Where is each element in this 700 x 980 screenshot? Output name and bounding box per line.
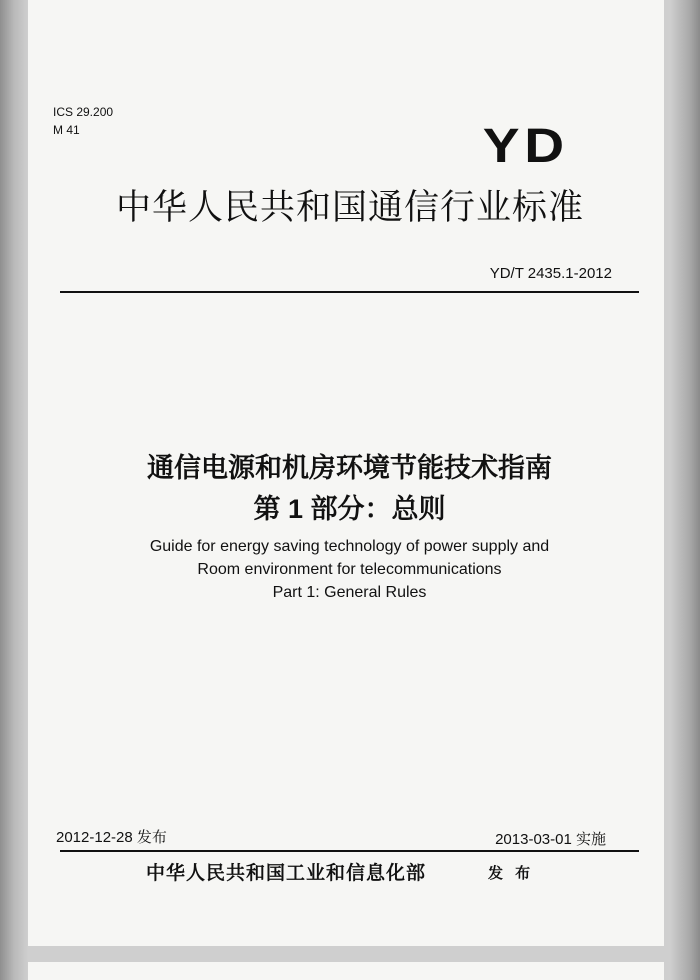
title-chinese-line1: 通信电源和机房环境节能技术指南 (147, 453, 552, 483)
implementation-date: 2013-03-01 实施 (495, 831, 606, 848)
next-page-edge (28, 962, 664, 980)
ics-code: ICS 29.200 (53, 105, 114, 119)
title-english-line2: Room environment for telecommunications (197, 561, 502, 578)
title-english-line1: Guide for energy saving technology of power supply and (149, 538, 550, 555)
header-divider (60, 291, 639, 293)
footer-divider (60, 850, 639, 852)
publisher-name: 中华人民共和国工业和信息化部 (146, 863, 427, 884)
title-english-line3: Part 1: General Rules (272, 584, 427, 601)
publish-label: 发 布 (488, 865, 535, 882)
standard-title: 中华人民共和国通信行业标准 (115, 188, 584, 227)
class-code: M 41 (53, 123, 80, 137)
yd-logo: YD (483, 120, 569, 173)
standard-number: YD/T 2435.1-2012 (489, 265, 612, 282)
classification-codes (53, 103, 113, 139)
document-page (28, 0, 664, 946)
issue-date: 2012-12-28 发布 (56, 829, 167, 846)
title-chinese-line2: 第 1 部分：总则 (253, 494, 446, 524)
